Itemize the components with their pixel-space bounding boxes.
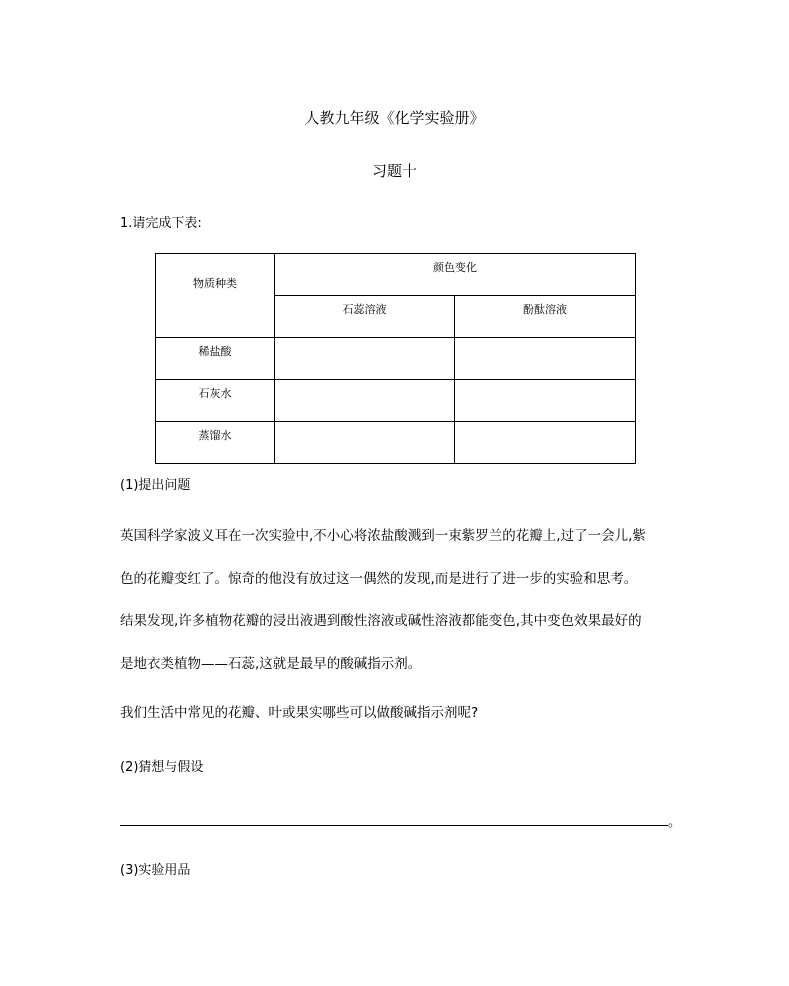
table-cell-answer[interactable] <box>275 380 455 422</box>
exercise-title: 习题十 <box>371 162 417 180</box>
table-cell-answer[interactable] <box>455 380 636 422</box>
table-row <box>156 338 636 380</box>
table-header-color-change: 颜色变化 <box>275 254 636 296</box>
paragraph-line: 是地衣类植物——石蕊,这就是最早的酸碱指示剂。 <box>120 656 422 672</box>
table-header-phenolphthalein: 酚酞溶液 <box>455 296 636 338</box>
table-header-litmus: 石蕊溶液 <box>275 296 455 338</box>
table-cell-substance: 稀盐酸 <box>156 338 275 380</box>
paragraph-line: 色的花瓣变红了。惊奇的他没有放过这一偶然的发现,而是进行了进一步的实验和思考。 <box>120 571 638 587</box>
paragraph-line: 英国科学家波义耳在一次实验中,不小心将浓盐酸溅到一束紫罗兰的花瓣上,过了一会儿,紫 <box>120 528 646 544</box>
table-cell-answer[interactable] <box>455 338 636 380</box>
table-row <box>156 422 636 464</box>
section-1-heading: (1)提出问题 <box>120 478 191 493</box>
table-cell-substance: 石灰水 <box>156 380 275 422</box>
table-cell-answer[interactable] <box>455 422 636 464</box>
color-change-table <box>155 253 636 464</box>
answer-line[interactable] <box>120 825 668 826</box>
section-2-heading: (2)猜想与假设 <box>120 760 204 775</box>
document-title: 人教九年级《化学实验册》 <box>304 109 485 127</box>
table-cell-answer[interactable] <box>275 422 455 464</box>
table-header-substance: 物质种类 <box>156 254 275 338</box>
question-1-prompt: 1.请完成下表: <box>120 216 202 231</box>
section-3-heading: (3)实验用品 <box>120 863 191 878</box>
section-1-question: 我们生活中常见的花瓣、叶或果实哪些可以做酸碱指示剂呢? <box>120 705 479 721</box>
table-cell-substance: 蒸馏水 <box>156 422 275 464</box>
table-cell-answer[interactable] <box>275 338 455 380</box>
table-row <box>156 380 636 422</box>
paragraph-line: 结果发现,许多植物花瓣的浸出液遇到酸性溶液或碱性溶液都能变色,其中变色效果最好的 <box>120 613 642 629</box>
answer-end-mark: 。 <box>668 815 682 830</box>
